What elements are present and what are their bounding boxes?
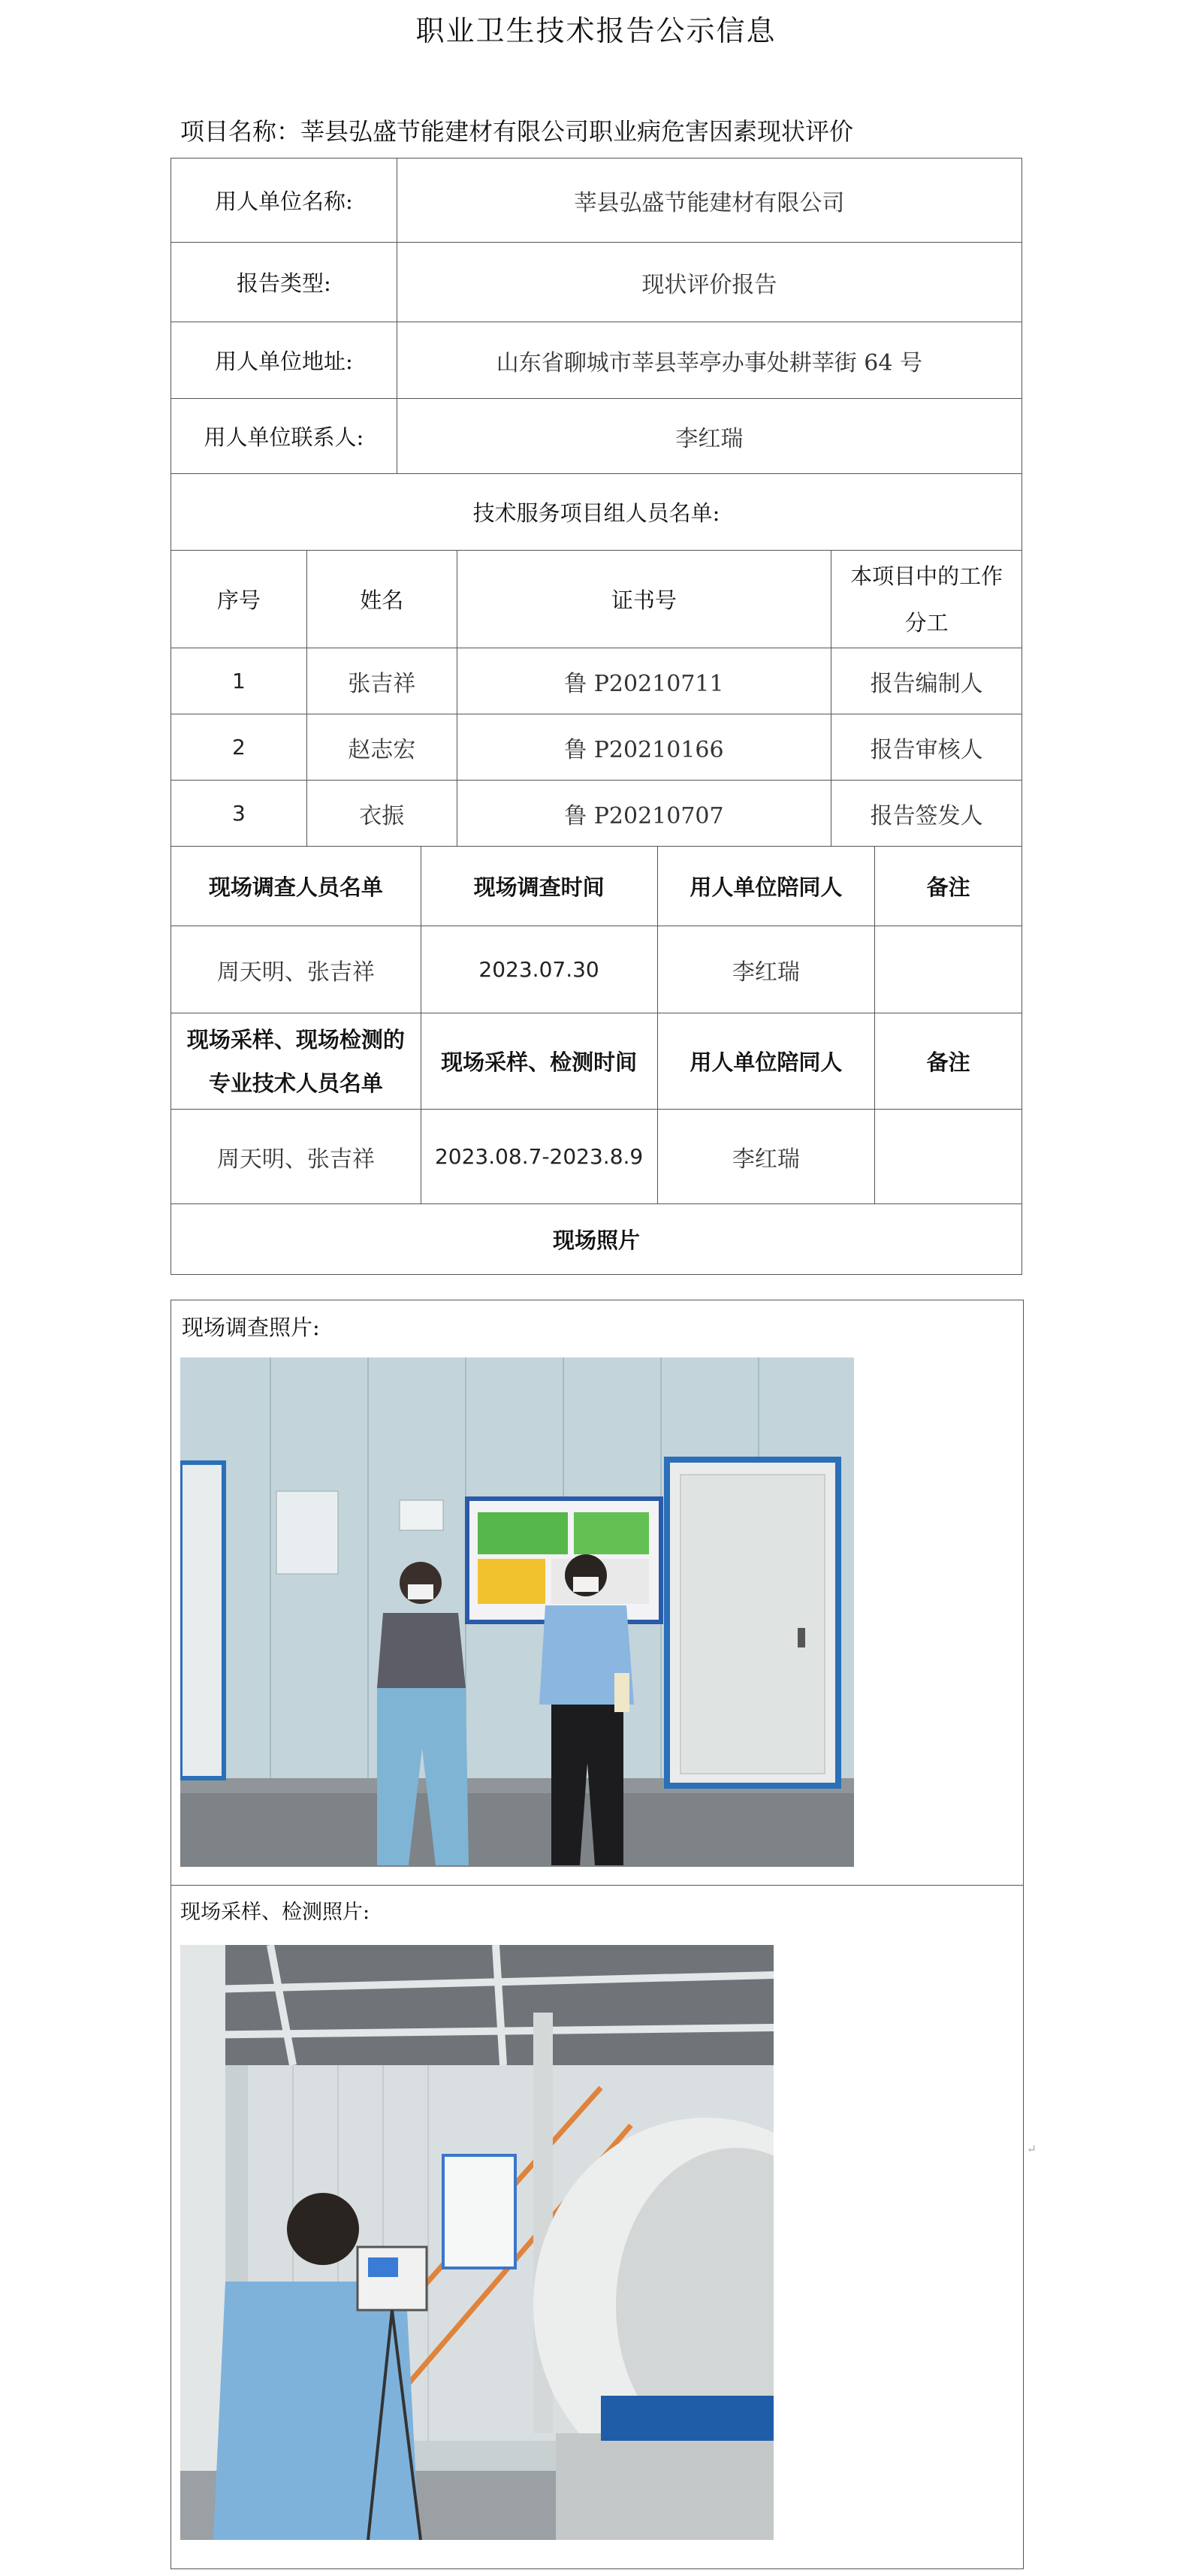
survey-header-row: [171, 847, 1022, 926]
header-no: 序号: [171, 551, 307, 648]
member-name: 赵志宏: [306, 714, 457, 781]
photo-divider: [171, 1885, 1023, 1886]
address-value: 山东省聊城市莘县莘亭办事处耕莘街 64 号: [397, 322, 1021, 399]
member-name: 衣振: [306, 781, 457, 847]
header-role: 本项目中的工作分工: [831, 551, 1022, 648]
table-row: [171, 714, 1022, 781]
member-no: 2: [171, 714, 307, 781]
survey-header-note: 备注: [875, 847, 1022, 926]
survey-note: [875, 926, 1022, 1013]
report-type-label: 报告类型:: [171, 243, 397, 322]
sampling-row: [171, 1110, 1022, 1204]
sampling-escort: 李红瑞: [657, 1110, 875, 1204]
survey-row: [171, 926, 1022, 1013]
table-row: [171, 781, 1022, 847]
member-role: 报告签发人: [831, 781, 1022, 847]
sampling-people: 周天明、张吉祥: [171, 1110, 421, 1204]
table-row: [171, 648, 1022, 714]
member-no: 3: [171, 781, 307, 847]
sampling-note: [875, 1110, 1022, 1204]
member-role: 报告审核人: [831, 714, 1022, 781]
survey-people: 周天明、张吉祥: [171, 926, 421, 1013]
team-heading: 技术服务项目组人员名单:: [171, 474, 1022, 551]
survey-header-time: 现场调查时间: [421, 847, 657, 926]
info-table: [171, 158, 1022, 551]
survey-photo-label: 现场调查照片:: [182, 1315, 320, 1340]
project-name: 莘县弘盛节能建材有限公司职业病危害因素现状评价: [300, 117, 854, 146]
member-name: 张吉祥: [306, 648, 457, 714]
photos-heading: 现场照片: [171, 1204, 1022, 1275]
survey-table: [171, 846, 1022, 1275]
sampling-photo: [180, 1945, 774, 2540]
sampling-header-time: 现场采样、检测时间: [421, 1013, 657, 1110]
sampling-header-row: [171, 1013, 1022, 1110]
member-cert: 鲁 P20210707: [457, 781, 831, 847]
employer-value: 莘县弘盛节能建材有限公司: [397, 159, 1021, 243]
survey-photo: [180, 1357, 854, 1867]
employer-label: 用人单位名称:: [171, 159, 397, 243]
member-cert: 鲁 P20210711: [457, 648, 831, 714]
page-title: 职业卫生技术报告公示信息: [415, 14, 777, 47]
team-header-row: [171, 551, 1022, 648]
address-label: 用人单位地址:: [171, 322, 397, 399]
member-role: 报告编制人: [831, 648, 1022, 714]
team-table: [171, 550, 1022, 847]
sampling-header-escort: 用人单位陪同人: [657, 1013, 875, 1110]
survey-header-escort: 用人单位陪同人: [657, 847, 875, 926]
header-cert: 证书号: [457, 551, 831, 648]
member-no: 1: [171, 648, 307, 714]
sampling-photo-label: 现场采样、检测照片:: [180, 1901, 370, 1924]
report-type-value: 现状评价报告: [397, 243, 1021, 322]
project-line: [180, 113, 853, 147]
contact-label: 用人单位联系人:: [171, 399, 397, 474]
project-label: 项目名称：: [180, 117, 301, 146]
sampling-header-note: 备注: [875, 1013, 1022, 1110]
sampling-time: 2023.08.7-2023.8.9: [421, 1110, 657, 1204]
contact-value: 李红瑞: [397, 399, 1021, 474]
survey-time: 2023.07.30: [421, 926, 657, 1013]
member-cert: 鲁 P20210166: [457, 714, 831, 781]
header-name: 姓名: [306, 551, 457, 648]
survey-escort: 李红瑞: [657, 926, 875, 1013]
photo-section: [171, 1300, 1037, 2569]
survey-header-people: 现场调查人员名单: [171, 847, 421, 926]
edit-mark-icon: ↵: [1026, 2142, 1037, 2156]
sampling-header-people: 现场采样、现场检测的专业技术人员名单: [171, 1013, 421, 1110]
